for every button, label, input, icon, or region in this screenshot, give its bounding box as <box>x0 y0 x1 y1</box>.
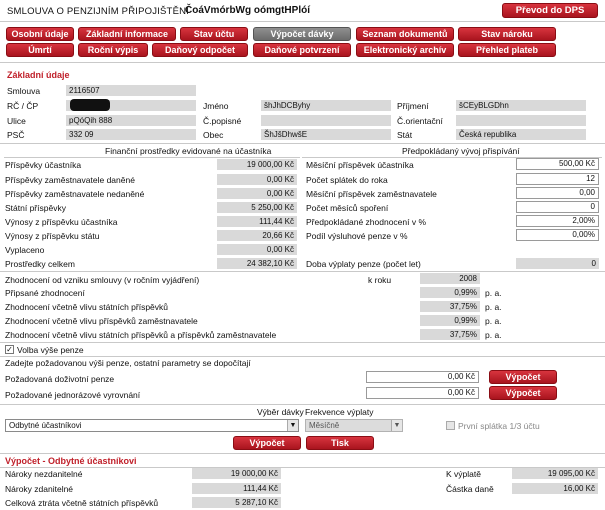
frequency-select-value: Měsíčně <box>309 421 340 430</box>
benefit-select[interactable] <box>5 419 299 432</box>
pa-label: p. a. <box>485 302 502 312</box>
lifetime-pension-input[interactable]: 0,00 Kč <box>366 371 479 383</box>
divider <box>0 62 605 63</box>
lifetime-calc-button[interactable]: Výpočet <box>489 370 557 384</box>
returns-year-value: 2008 <box>420 273 480 284</box>
tab-elektronicky-archiv[interactable]: Elektronický archív <box>356 43 454 57</box>
benefit-label: Výběr dávky <box>257 407 304 417</box>
basic-info-title: Základní údaje <box>7 70 70 80</box>
lumpsum-calc-button[interactable]: Výpočet <box>489 386 557 400</box>
taxfree-value: 19 000,00 Kč <box>192 468 281 479</box>
payout-value: 19 095,00 Kč <box>512 468 598 479</box>
funds-title: Finanční prostředky evidované na účastníka <box>105 146 272 156</box>
prijmeni-value: šCEyBLGDhn <box>456 100 586 111</box>
smlouva-label: Smlouva <box>7 86 41 96</box>
payout-duration-value: 0 <box>516 258 599 269</box>
tax-label: Částka daně <box>446 484 494 494</box>
lifetime-pension-label: Požadovaná doživotní penze <box>5 374 115 384</box>
forecast-label: Podíl výsluhové penze v % <box>306 231 408 241</box>
benefit-select-value: Odbytné účastníkovi <box>9 421 82 430</box>
returns-value: 0,99% <box>420 315 480 326</box>
psc-label: PSČ <box>7 130 25 140</box>
funds-value: 0,00 Kč <box>217 188 297 199</box>
taxed-value: 111,44 Kč <box>192 483 281 494</box>
frequency-label: Frekvence výplaty <box>305 407 374 417</box>
payments-per-year-input[interactable]: 12 <box>516 173 599 185</box>
tab-seznam-dokumentu[interactable]: Seznam dokumentů <box>356 27 454 41</box>
funds-label: Státní příspěvky <box>5 203 66 213</box>
funds-label: Příspěvky zaměstnavatele nedaněné <box>5 189 145 199</box>
obec-value: ŠhJšDhwšE <box>261 129 391 140</box>
funds-label: Příspěvky zaměstnavatele daněné <box>5 175 135 185</box>
stat-value: Česká republika <box>456 129 586 140</box>
forecast-label: Předpokládané zhodnocení v % <box>306 217 427 227</box>
first-payment-label: První splátka 1/3 účtu <box>458 421 540 431</box>
benefit-calc-button[interactable]: Výpočet <box>233 436 301 450</box>
funds-value: 0,00 Kč <box>217 174 297 185</box>
returns-label: Připsané zhodnocení <box>5 288 85 298</box>
funds-value: 5 250,00 Kč <box>217 202 297 213</box>
returns-value: 37,75% <box>420 329 480 340</box>
funds-value: 19 000,00 Kč <box>217 159 297 170</box>
tab-danove-potvrzeni[interactable]: Daňové potvrzení <box>253 43 351 57</box>
taxfree-label: Nároky nezdanitelné <box>5 469 83 479</box>
corient-label: Č.orientační <box>397 116 443 126</box>
funds-total-value: 24 382,10 Kč <box>217 258 297 269</box>
smlouva-value: 2116507 <box>66 85 196 96</box>
cpopisne-value <box>261 115 391 126</box>
service-pension-share-input[interactable]: 0,00% <box>516 229 599 241</box>
divider <box>0 271 605 272</box>
prijmeni-label: Příjmení <box>397 101 429 111</box>
jmeno-value: šhJhDCByhy <box>261 100 391 111</box>
pension-instruction: Zadejte požadovanou výši penze, ostatní parametry se dopočítají <box>5 358 251 368</box>
frequency-select <box>305 419 403 432</box>
rc-label: RČ / ČP <box>7 101 39 111</box>
funds-label: Vyplaceno <box>5 245 45 255</box>
tab-zakladni-informace[interactable]: Základní informace <box>78 27 176 41</box>
funds-value: 0,00 Kč <box>217 244 297 255</box>
tab-prehled-plateb[interactable]: Přehled plateb <box>458 43 556 57</box>
loss-value: 5 287,10 Kč <box>192 497 281 508</box>
returns-value: 0,99% <box>420 287 480 298</box>
payout-duration-label: Doba výplaty penze (počet let) <box>306 259 421 269</box>
funds-value: 111,44 Kč <box>217 216 297 227</box>
funds-total-label: Prostředky celkem <box>5 259 75 269</box>
lumpsum-input[interactable]: 0,00 Kč <box>366 387 479 399</box>
pension-choice-checkbox[interactable]: ✓ <box>6 345 13 354</box>
returns-label: Zhodnocení včetně vlivu státních příspěvků a příspěvků zaměstnavatele <box>5 330 277 340</box>
forecast-label: Měsíční příspěvek účastníka <box>306 160 414 170</box>
funds-value: 20,66 Kč <box>217 230 297 241</box>
ulice-value: pQóQih 888 <box>66 115 196 126</box>
tab-stav-uctu[interactable]: Stav účtu <box>180 27 248 41</box>
returns-label: Zhodnocení včetně vlivu příspěvků zaměstnavatele <box>5 316 198 326</box>
forecast-label: Počet měsíců spoření <box>306 203 389 213</box>
divider <box>0 404 605 405</box>
returns-year-label: k roku <box>368 275 392 285</box>
taxed-label: Nároky zdanitelné <box>5 484 74 494</box>
saving-months-input[interactable]: 0 <box>516 201 599 213</box>
tab-danovy-odpocet[interactable]: Daňový odpočet <box>152 43 248 57</box>
tax-value: 16,00 Kč <box>512 483 598 494</box>
funds-label: Příspěvky účastníka <box>5 160 82 170</box>
redacted-rc <box>70 99 110 111</box>
returns-label: Zhodnocení včetně vlivu státních příspěvků <box>5 302 169 312</box>
divider <box>0 342 605 343</box>
pension-choice-label: Volba výše penze <box>17 345 84 355</box>
chevron-down-icon: ▼ <box>287 420 298 431</box>
print-button[interactable]: Tisk <box>306 436 374 450</box>
divider <box>0 143 605 144</box>
stat-label: Stát <box>397 130 413 140</box>
tab-rocni-vypis[interactable]: Roční výpis <box>78 43 148 57</box>
forecast-title: Předpokládaný vývoj přispívání <box>402 146 520 156</box>
tab-osobni-udaje[interactable]: Osobní údaje <box>6 27 74 41</box>
ulice-label: Ulice <box>7 116 26 126</box>
employer-contribution-input[interactable]: 0,00 <box>516 187 599 199</box>
client-name: ČoáVmórbWg oómgtHPlóí <box>185 5 310 16</box>
expected-return-input[interactable]: 2,00% <box>516 215 599 227</box>
funds-label: Výnosy z příspěvku účastníka <box>5 217 118 227</box>
psc-value: 332 09 <box>66 129 196 140</box>
pa-label: p. a. <box>485 330 502 340</box>
payout-label: K výplatě <box>446 469 481 479</box>
funds-label: Výnosy z příspěvku státu <box>5 231 100 241</box>
divider <box>0 453 605 454</box>
cpopisne-label: Č.popisné <box>203 116 242 126</box>
pa-label: p. a. <box>485 288 502 298</box>
lumpsum-label: Požadované jednorázové vyrovnání <box>5 390 141 400</box>
divider <box>0 356 605 357</box>
jmeno-label: Jméno <box>203 101 229 111</box>
returns-header-label: Zhodnocení od vzniku smlouvy (v ročním vyjádření) <box>5 275 200 285</box>
tab-stav-naroku[interactable]: Stav nároku <box>458 27 556 41</box>
monthly-contribution-input[interactable]: 500,00 Kč <box>516 158 599 170</box>
page-title: SMLOUVA O PENZIJNÍM PŘIPOJIŠTĚNÍ <box>7 6 190 17</box>
chevron-down-icon: ▼ <box>391 420 402 431</box>
first-payment-checkbox <box>446 421 455 430</box>
corient-value <box>456 115 586 126</box>
transfer-to-dps-button[interactable]: Převod do DPS <box>502 3 598 18</box>
divider <box>4 157 300 158</box>
returns-value: 37,75% <box>420 301 480 312</box>
pa-label: p. a. <box>485 316 502 326</box>
result-title: Výpočet - Odbytné účastníkovi <box>5 456 137 466</box>
obec-label: Obec <box>203 130 224 140</box>
forecast-label: Počet splátek do roka <box>306 175 388 185</box>
tab-umrti[interactable]: Úmrtí <box>6 43 74 57</box>
tab-vypocet-davky[interactable]: Výpočet dávky <box>253 27 351 41</box>
forecast-label: Měsíční příspěvek zaměstnavatele <box>306 189 437 199</box>
loss-label: Celková ztráta včetně státních příspěvků <box>5 498 159 508</box>
